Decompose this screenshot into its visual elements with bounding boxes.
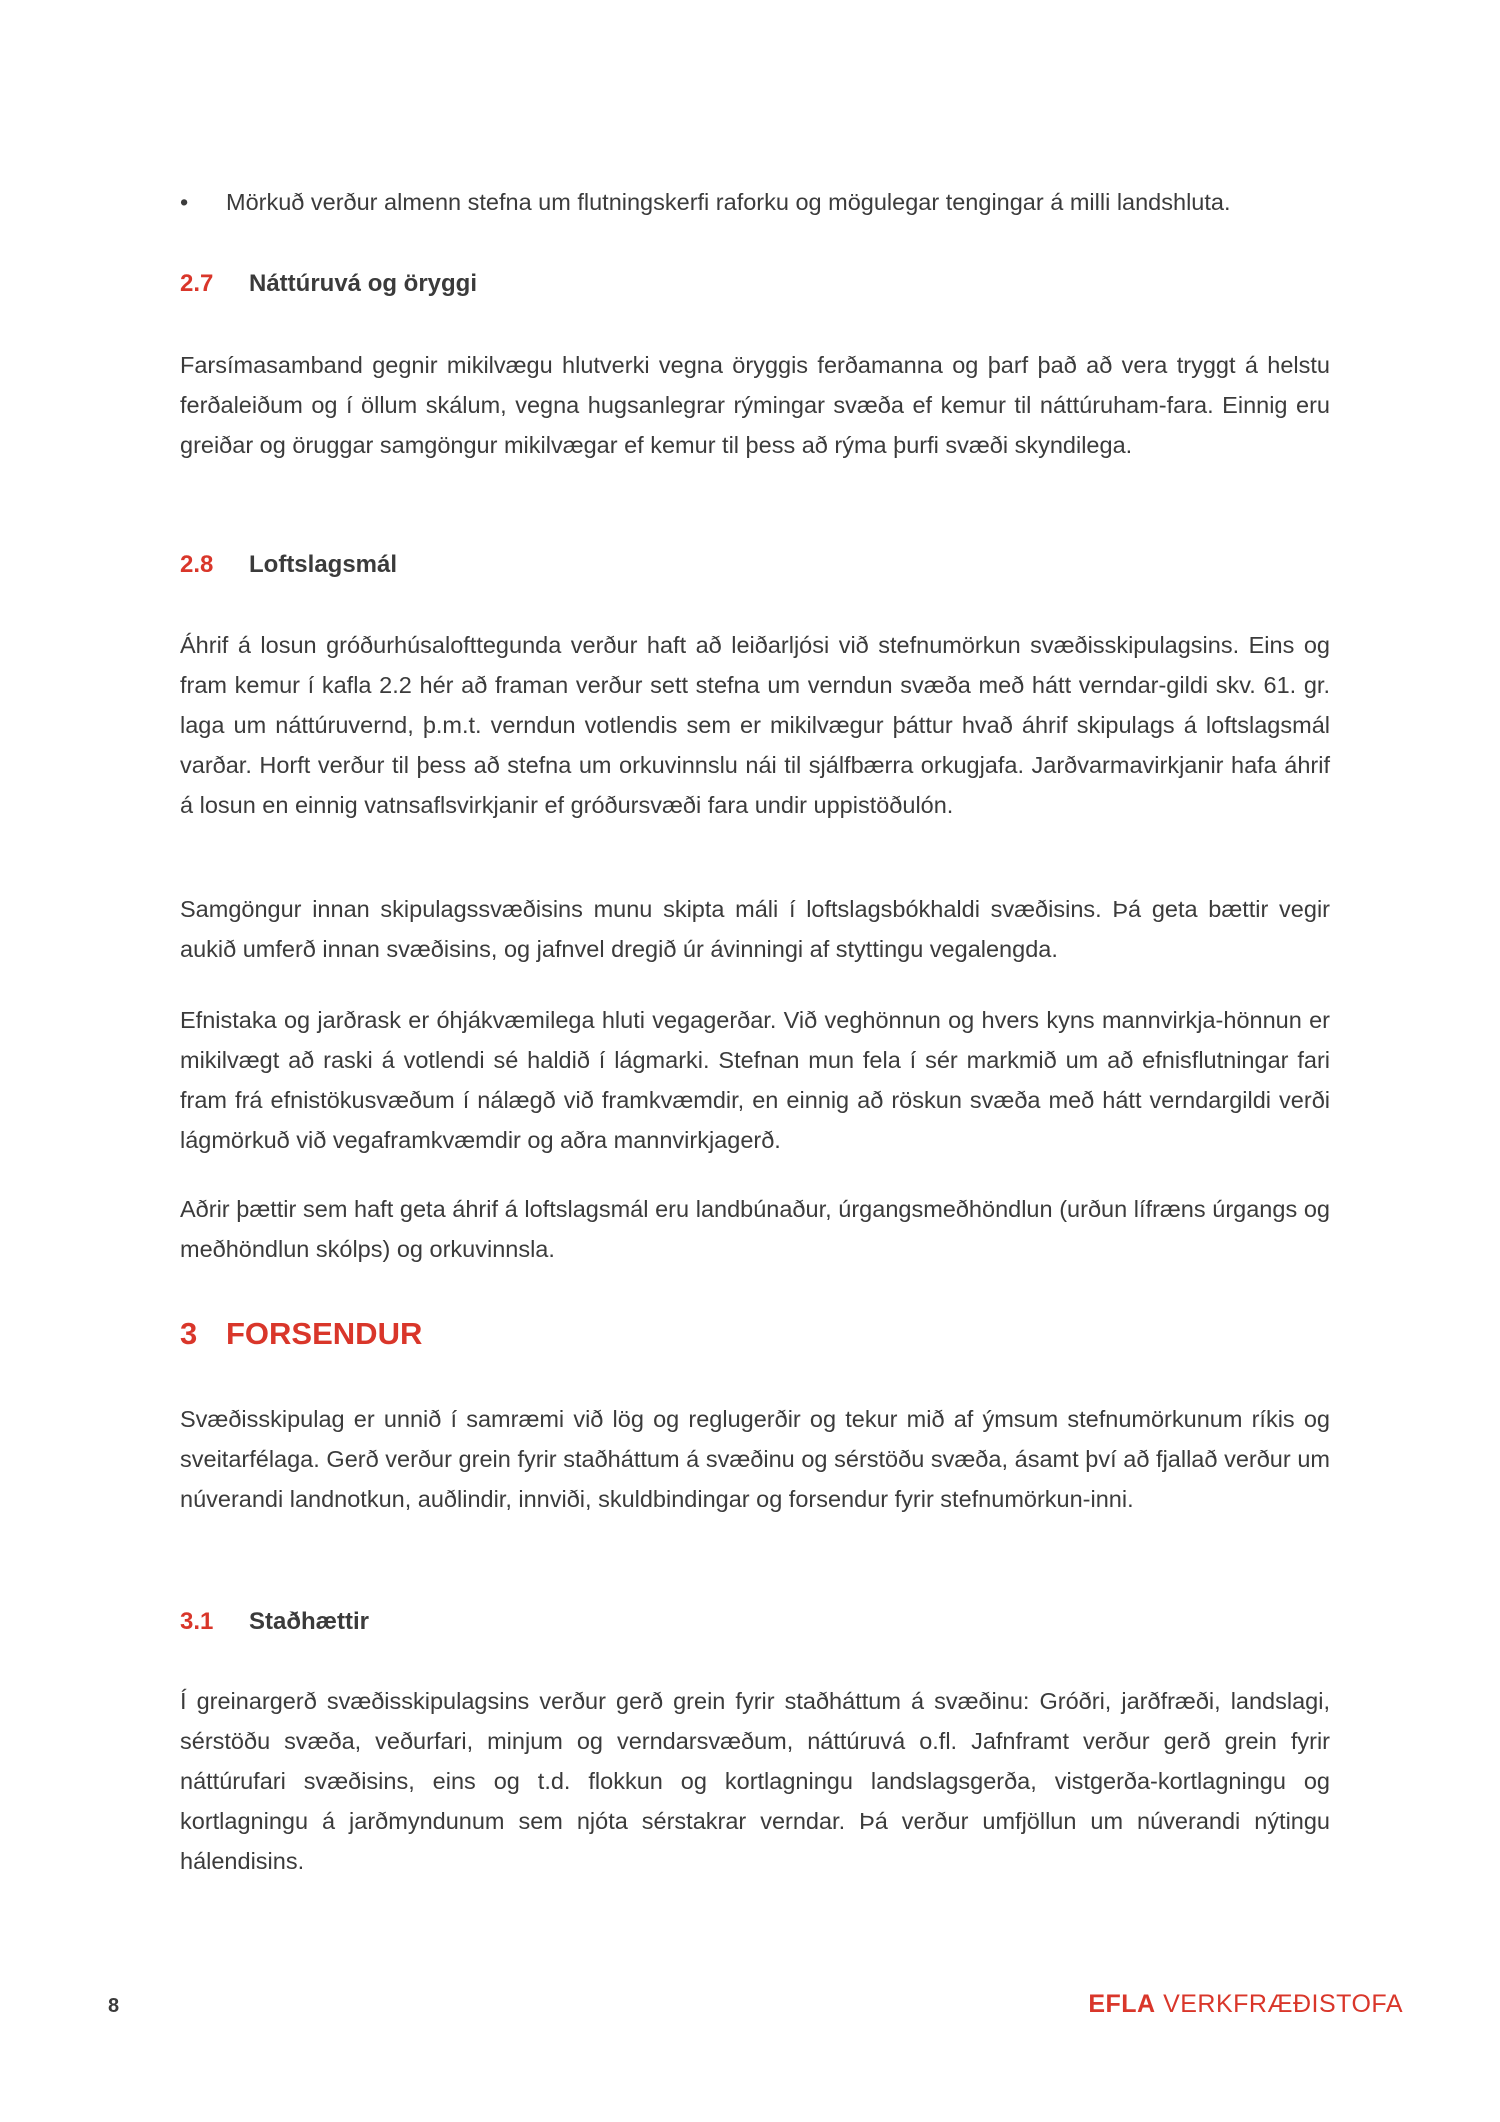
section-3-1-body (180, 1681, 1330, 1881)
section-2-7-body (180, 345, 1330, 465)
brand-subtitle: VERKFRÆÐISTOFA (1163, 1990, 1403, 2018)
section-2-8-p1 (180, 625, 1330, 825)
heading-title: FORSENDUR (226, 1316, 423, 1351)
section-3-body (180, 1399, 1330, 1519)
page-number: 8 (108, 1995, 120, 2017)
paragraph: Áhrif á losun gróðurhúsalofttegunda verður haft að leiðarljósi við stefnumörkun svæðisskipulagsins. Eins og fram kemur í kafla 2.2 hér að framan verður sett stefna um verndun svæða með hátt verndar-gildi skv. 61. gr. laga um náttúruvernd, þ.m.t. verndun votlendis sem er mikilvægur þáttur hvað áhrif skipulags á loftslagsmál varðar. Horft verður til þess að stefna um orkuvinnslu nái til sjálfbærra orkugjafa. Jarðvarmavirkjanir hafa áhrif á losun en einnig vatnsaflsvirkjanir ef gróðursvæði fara undir uppistöðulón. (180, 632, 1330, 818)
heading-title: Staðhættir (249, 1608, 369, 1635)
bullet-text: Mörkuð verður almenn stefna um flutningskerfi raforku og mögulegar tengingar á milli landshluta. (226, 189, 1231, 215)
heading-3-1 (180, 1602, 369, 1642)
heading-number: 2.7 (180, 270, 214, 297)
heading-number: 3.1 (180, 1608, 214, 1635)
section-2-8-p2 (180, 889, 1330, 969)
bullet-dot-icon: • (180, 189, 189, 215)
section-2-8-p3 (180, 1000, 1330, 1160)
paragraph: Efnistaka og jarðrask er óhjákvæmilega hluti vegagerðar. Við veghönnun og hvers kyns mannvirkja-hönnun er mikilvægt að raski á votlendi sé haldið í lágmarki. Stefnan mun fela í sér markmið um að efnisflutningar fari fram frá efnistökusvæðum í nálægð við framkvæmdir, en einnig að röskun svæða með hátt verndargildi verði lágmörkuð við vegaframkvæmdir og aðra mannvirkjagerð. (180, 1007, 1330, 1153)
paragraph: Aðrir þættir sem haft geta áhrif á loftslagsmál eru landbúnaður, úrgangsmeðhöndlun (urðun lífræns úrgangs og meðhöndlun skólps) og orkuvinnsla. (180, 1196, 1330, 1262)
paragraph: Í greinargerð svæðisskipulagsins verður gerð grein fyrir staðháttum á svæðinu: Gróðri, jarðfræði, landslagi, sérstöðu svæða, veðurfari, minjum og verndarsvæðum, náttúruvá o.fl. Jafnframt verður gerð grein fyrir náttúrufari svæðisins, eins og t.d. flokkun og kortlagningu landslagsgerða, vistgerða-kortlagningu og kortlagningu á jarðmyndunum sem njóta sérstakrar verndar. Þá verður umfjöllun um núverandi nýtingu hálendisins. (180, 1688, 1330, 1874)
heading-number: 3 (180, 1316, 198, 1351)
paragraph: Samgöngur innan skipulagssvæðisins munu skipta máli í loftslagsbókhaldi svæðisins. Þá geta bættir vegir aukið umferð innan svæðisins, og jafnvel dregið úr ávinningi af styttingu vegalengda. (180, 896, 1330, 962)
heading-title: Loftslagsmál (249, 551, 398, 578)
section-2-8-p4 (180, 1189, 1330, 1269)
heading-2-8 (180, 545, 397, 585)
brand-logo (1088, 1990, 1403, 2019)
heading-3 (180, 1312, 422, 1356)
heading-number: 2.8 (180, 551, 214, 578)
heading-2-7 (180, 264, 477, 304)
heading-title: Náttúruvá og öryggi (249, 270, 478, 297)
brand-name: EFLA (1088, 1990, 1156, 2018)
paragraph: Svæðisskipulag er unnið í samræmi við lög og reglugerðir og tekur mið af ýmsum stefnumörkunum ríkis og sveitarfélaga. Gerð verður grein fyrir staðháttum á svæðinu og sérstöðu svæða, ásamt því að fjallað verður um núverandi landnotkun, auðlindir, innviði, skuldbindingar og forsendur fyrir stefnumörkun-inni. (180, 1406, 1330, 1512)
paragraph: Farsímasamband gegnir mikilvægu hlutverki vegna öryggis ferðamanna og þarf það að vera tryggt á helstu ferðaleiðum og í öllum skálum, vegna hugsanlegrar rýmingar svæða ef kemur til náttúruham-fara. Einnig eru greiðar og öruggar samgöngur mikilvægar ef kemur til þess að rýma þurfi svæði skyndilega. (180, 352, 1330, 458)
